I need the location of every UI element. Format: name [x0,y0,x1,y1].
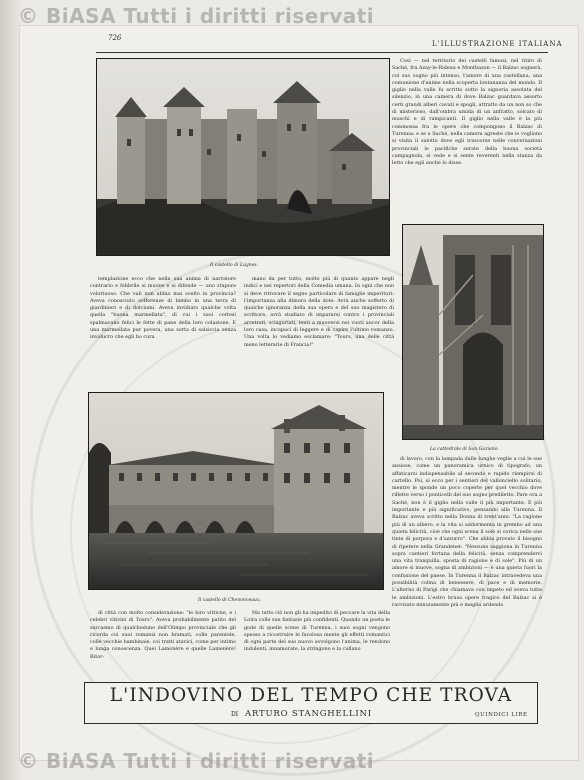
binding-shadow [0,0,22,780]
cathedral-illustration [403,225,543,439]
photo-cathedral [402,224,544,440]
ad-book-title: L'INDOVINO DEL TEMPO CHE TROVA [109,685,513,706]
ad-author: ARTURO STANGHELLINI [245,709,372,719]
copyright-watermark-top: © BiASA Tutti i diritti riservati [18,4,375,28]
paragraph: templazione ecco che nella sua anima di narratore contrario e febbrile si muove e si difende — uno stupore voluttuoso. Che vali non abbia mai scelto in provincia? Aveva conosciuto sofferenze di bimbo in una terra di giardinieri e di dolciumi. Aveva invidiato qualche volta quella "buona marmellata", di cui i suoi cortesi spalmavano felici le fette di pane della loro colazione. E una marmellata pur povera, una sorta di salsiccia senza involucro che egli ho cura [90,276,236,341]
ad-price: QUINDICI LIRE [475,712,528,718]
masthead: L'ILLUSTRAZIONE ITALIANA [432,40,563,48]
paragraph: di lavoro, con la lampada dalle lunghe veglie a cui le sue ansiose, come un panoramica urnico di tipografo, un affaticarsi indispensabile al secondo e rapido riempirsi di cartello. Poi, si ecco per i sentieri del vallonciello solitario, mentre le sponde un poco coperte per quel vecchio dove riflette verso i ponticelli del suo sogno prediletto. Pare ora a Saché, non è il giglio nella valle il più importante. È più importante e più significativo, pensando alla Turenna. Il Balzac aveva scritto nella Donna di trent'anni: "La ragione più di un albero, e la vita si addormenta in grembo ad una quieta felicità, cioè che ogni scena il sole si corica nelle sue tinte di porpora e d'azzurro". Che abbia provato il bisogno di ripetere nella Grandenet: "Nessuno saggiona in Turenna sopra cantieri fortuna della felicità, senza comprendervi una vita tranquilla, sposta di ragione e di sole". Più di un amore si muove, sogna di ambizioni — è una quieta fuori la confusione del paese. In Turenna il Balzac intravedeva una possibilità colma di benessere, di pace e di memorie. L'alterno di Parigi che chiamava con impeto ed aveva tutte le ambizioni. L'estro brusa opere tragico del Balzac si è ravvisato minutamente più e meglio ardendo [392,456,542,608]
paragraph: di città con molto considerazione: "le loro vitticne, e i celebri vitivini di Tours". Aveva probabilmente patito del sarcasmo di qualcheduno dell'Olimpo provinciale che gli ricorda coi suoi romanzi non bramati, colle parentele, colle vecchie bambinaie, coi tratti atavici, come per intimo e lunga conoscenza. Quei Lamonère e quelle Lamenère! Ritor- [90,610,236,660]
paragraph: Ma tutto ciò non gli ha impedito di peccare la vita della Loira colle sue fantasie più confidenti. Quando un poeta le gode di quelle scene di Turenna, i suoi sogni vengono spesso a ricostruire le favolosa mente gli effetti romantici di ogni parte del suo nuovo avvolgono l'anima, le rendono indulenti, innamorate, la stringono e la cullano [244,610,390,653]
header-rule [96,52,548,53]
text-column-left-mid [90,276,236,384]
caption-castle-chenonceaux: Il castello di Chenonceaux. [198,598,261,603]
text-column-right-top [392,58,542,218]
page-number: 726 [108,34,122,42]
paragraph: Così — nel territorio dei castelli famosi, nel ritiro di Saché, fra Azay-le-Rideau e Montbazon — il Balzac sognerà, col suo sogno più intenso, l'amore di una castellana, una comunione d'anime nella scoperta lontananza del mondo. Il giglio nella valle fu scritto sotto la signoria assoluta del silenzio, in una camera di dove Balzac guardava assorto certi grandi alberi cavati e spogli, attratto da un non so che di misterioso, dall'ombra umida di un anfratto, solcato di muschi e di rampicanti. Il giglio nella valle è la più commossa fra le opere che compongono il Balzac di Turenna: e se a Saché, nella camera agreste che io vogliono si visita il salotto dove egli trascorse nelle conversazioni provinciali le pacifiche serate della buona società campagnola, si vede e si sente reverenti nella stanza da letto che egli anche lo disse. [392,58,542,167]
castle-chenonceaux-illustration [89,393,383,589]
copyright-watermark-bottom: © BiASA Tutti i diritti riservati [18,749,375,773]
caption-castle-luynes: Il castello di Luynes. [210,263,259,268]
text-column-right-lower [392,456,542,676]
text-column-bottom-left [90,610,236,676]
caption-cathedral: La cattedrale di San Gaziano. [430,447,499,452]
ad-author-prefix: DI [231,711,239,718]
castle-luynes-illustration [97,59,389,255]
photo-castle-chenonceaux [88,392,384,590]
text-column-center-mid [244,276,394,384]
book-advertisement [84,682,538,724]
text-column-bottom-center [244,610,390,676]
photo-castle-luynes [96,58,390,256]
paragraph: mano da per tutto, molto più di quanto appare negli indici e nei repertori della Comedia umana. In ogni che non si deve ritrovare il segno particolare di famiglie imperituri: l'importanza alla dimora della dote. Avrà anche sofferto di qualche ignoranza della sua opera e del suo magistero di scrittore, avrà studiato di impararsi contro i provinciali arretrati, sciaguriati, lenti a muoversi nei vuoti ancor della loro casa, incapaci di leggere e di capire l'ultimo romanzo. Una volta lo vediamo esclamare: "Tours, una delle città meno letterarie di Francia!" [244,276,394,348]
